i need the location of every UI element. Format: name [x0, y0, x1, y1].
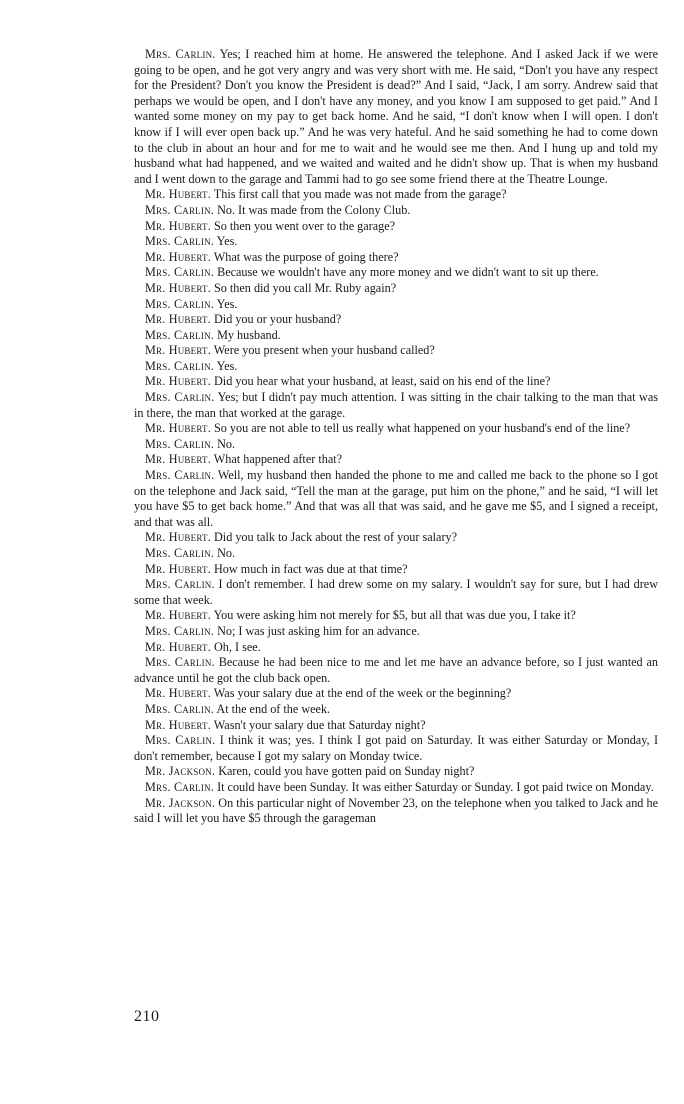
paragraph-text: No. [217, 436, 236, 451]
paragraph-text: Yes. [216, 296, 238, 311]
paragraph-text: No. It was made from the Colony Club. [217, 202, 411, 217]
testimony-paragraph [134, 608, 658, 624]
testimony-paragraph [134, 47, 658, 187]
speaker-label: Mr. Jackson. [145, 795, 216, 810]
paragraph-text: Yes. [216, 358, 238, 373]
testimony-paragraph [134, 718, 658, 734]
speaker-label: Mrs. Carlin. [145, 701, 215, 716]
paragraph-text: Yes; but I didn't pay much attention. I was sitting in the chair talking to the man that was in there, the man that worked at the garage. [134, 390, 658, 420]
testimony-text [134, 47, 658, 827]
testimony-paragraph [134, 312, 658, 328]
testimony-paragraph [134, 265, 658, 281]
paragraph-text: So then did you call Mr. Ruby again? [214, 280, 397, 295]
paragraph-text: Because we wouldn't have any more money and we didn't want to sit up there. [217, 265, 599, 280]
speaker-label: Mrs. Carlin. [145, 655, 215, 670]
testimony-paragraph [134, 421, 658, 437]
speaker-label: Mr. Hubert. [145, 280, 211, 295]
speaker-label: Mrs. Carlin. [145, 623, 215, 638]
speaker-label: Mr. Hubert. [145, 343, 211, 358]
testimony-paragraph [134, 733, 658, 764]
testimony-paragraph [134, 374, 658, 390]
paragraph-text: So you are not able to tell us really what happened on your husband's end of the line? [214, 421, 631, 436]
paragraph-text: Oh, I see. [214, 639, 261, 654]
testimony-paragraph [134, 203, 658, 219]
speaker-label: Mr. Hubert. [145, 452, 211, 467]
speaker-label: Mrs. Carlin. [145, 327, 215, 342]
paragraph-text: What happened after that? [213, 452, 343, 467]
page-number: 210 [134, 1008, 160, 1025]
speaker-label: Mrs. Carlin. [145, 234, 215, 249]
paragraph-text: Was your salary due at the end of the week or the beginning? [213, 686, 512, 701]
testimony-paragraph [134, 624, 658, 640]
speaker-label: Mrs. Carlin. [145, 546, 215, 560]
speaker-label: Mr. Hubert. [145, 530, 211, 545]
speaker-label: Mr. Hubert. [145, 249, 211, 264]
testimony-paragraph [134, 297, 658, 313]
paragraph-text: Karen, could you have gotten paid on Sunday night? [218, 764, 475, 779]
testimony-paragraph [134, 452, 658, 468]
paragraph-text: No. [217, 546, 236, 560]
testimony-paragraph [134, 655, 658, 686]
speaker-label: Mrs. Carlin. [145, 202, 215, 217]
speaker-label: Mr. Hubert. [145, 639, 211, 654]
speaker-label: Mr. Hubert. [145, 717, 211, 732]
testimony-paragraph [134, 468, 658, 530]
paragraph-text: My husband. [217, 327, 281, 342]
paragraph-text: Well, my husband then handed the phone to me and called me back to the phone so I got on the telephone and Jack said, “Tell the man at the garage, put him on the phone,” and he said, “I will let you have $5 to get back home.” And that was all that was said, and he gave me $5, and I signed a receipt, and that was all. [134, 468, 658, 529]
speaker-label: Mr. Hubert. [145, 561, 211, 576]
testimony-paragraph [134, 577, 658, 608]
testimony-paragraph [134, 359, 658, 375]
paragraph-text: Did you or your husband? [214, 312, 342, 327]
paragraph-text: Wasn't your salary due that Saturday night? [213, 717, 426, 732]
paragraph-text: Did you talk to Jack about the rest of your salary? [214, 530, 458, 545]
speaker-label: Mrs. Carlin. [145, 390, 215, 405]
testimony-paragraph [134, 437, 658, 453]
testimony-paragraph [134, 234, 658, 250]
speaker-label: Mrs. Carlin. [145, 577, 215, 592]
speaker-label: Mr. Hubert. [145, 608, 211, 623]
paragraph-text: I don't remember. I had drew some on my salary. I wouldn't say for sure, but I had drew some that week. [134, 577, 658, 607]
speaker-label: Mrs. Carlin. [145, 436, 215, 451]
speaker-label: Mrs. Carlin. [145, 733, 216, 748]
paragraph-text: You were asking him not merely for $5, but all that was due you, I take it? [213, 608, 576, 623]
testimony-paragraph [134, 530, 658, 546]
speaker-label: Mr. Hubert. [145, 312, 211, 327]
testimony-paragraph [134, 796, 658, 827]
speaker-label: Mrs. Carlin. [145, 47, 216, 61]
testimony-paragraph [134, 780, 658, 796]
paragraph-text: So then you went over to the garage? [214, 218, 396, 233]
testimony-paragraph [134, 219, 658, 235]
speaker-label: Mrs. Carlin. [145, 358, 215, 373]
paragraph-text: Yes. [216, 234, 238, 249]
testimony-paragraph [134, 546, 658, 562]
speaker-label: Mrs. Carlin. [145, 296, 215, 311]
paragraph-text: On this particular night of November 23, on the telephone when you talked to Jack and he said I will let you have $5 through the garageman [134, 795, 658, 826]
speaker-label: Mr. Hubert. [145, 421, 211, 436]
testimony-paragraph [134, 281, 658, 297]
paragraph-text: Yes; I reached him at home. He answered the telephone. And I asked Jack if we were going to be open, and he got very angry and was very short with me. He said, “Don't you have any respect for the President? Don't you know the President is dead?” And I said, “Jack, I am sorry. Andrew said that perhaps we would be open, and I don't have any money, and you know I am supposed to get paid.” And I wanted some money on my pay to get back home. And he said, “I don't know when I will open. I don't know if I will ever open back up.” And he was very hateful. And he said something he had to come down to the club in about an hour and for me to wait and he would see me then. And I hung up and told my husband what had happened, and we waited and waited and he didn't show up. That is when my husband and I went down to the garage and Tammi had to go see some friend there at the Theatre Lounge. [134, 47, 658, 186]
paragraph-text: It could have been Sunday. It was either Saturday or Sunday. I got paid twice on Monday. [217, 779, 654, 794]
testimony-paragraph [134, 390, 658, 421]
paragraph-text: Because he had been nice to me and let me have an advance before, so I just wanted an advance until he got the club back open. [134, 655, 658, 685]
testimony-paragraph [134, 250, 658, 266]
paragraph-text: No; I was just asking him for an advance. [217, 623, 420, 638]
testimony-paragraph [134, 764, 658, 780]
speaker-label: Mrs. Carlin. [145, 265, 215, 280]
speaker-label: Mr. Hubert. [145, 187, 211, 202]
speaker-label: Mr. Hubert. [145, 686, 211, 701]
testimony-paragraph [134, 328, 658, 344]
speaker-label: Mr. Hubert. [145, 374, 211, 389]
paragraph-text: What was the purpose of going there? [213, 249, 399, 264]
paragraph-text: How much in fact was due at that time? [214, 561, 408, 576]
speaker-label: Mrs. Carlin. [145, 779, 215, 794]
paragraph-text: This first call that you made was not made from the garage? [213, 187, 507, 202]
paragraph-text: I think it was; yes. I think I got paid on Saturday. It was either Saturday or Monday, I don't remember, because I got my salary on Monday twice. [134, 733, 659, 763]
testimony-paragraph [134, 343, 658, 359]
testimony-paragraph [134, 702, 658, 718]
testimony-paragraph [134, 562, 658, 578]
speaker-label: Mrs. Carlin. [145, 468, 215, 483]
speaker-label: Mr. Jackson. [145, 764, 216, 779]
speaker-label: Mr. Hubert. [145, 218, 211, 233]
testimony-paragraph [134, 640, 658, 656]
paragraph-text: Were you present when your husband called? [213, 343, 435, 358]
paragraph-text: At the end of the week. [216, 701, 331, 716]
testimony-paragraph [134, 686, 658, 702]
paragraph-text: Did you hear what your husband, at least, said on his end of the line? [214, 374, 551, 389]
testimony-paragraph [134, 187, 658, 203]
